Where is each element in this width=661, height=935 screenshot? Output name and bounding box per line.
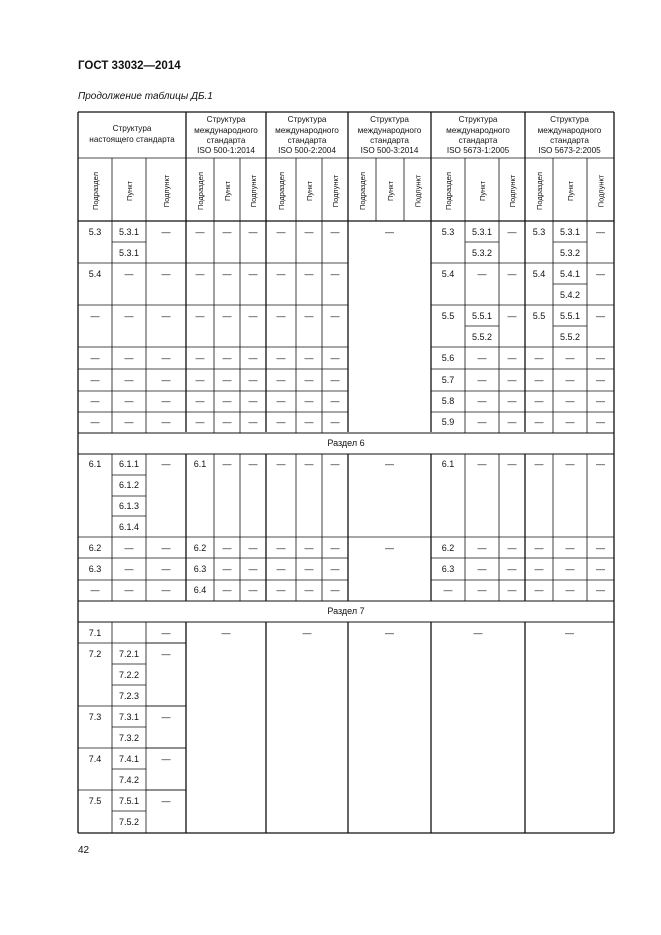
- table-cell: 6.2: [441, 543, 455, 553]
- column-sub-header: Подраздел: [444, 172, 453, 210]
- table-cell: 6.2: [193, 543, 207, 553]
- table-cell: —: [124, 375, 134, 385]
- table-cell: —: [330, 269, 340, 279]
- table-cell: —: [385, 543, 394, 553]
- table-cell: —: [565, 417, 575, 427]
- table-cell: —: [90, 311, 100, 321]
- table-cell: —: [477, 269, 487, 279]
- table-cell: —: [248, 585, 258, 595]
- table-cell: —: [477, 353, 487, 363]
- table-cell: —: [248, 459, 258, 469]
- column-sub-header: Подраздел: [358, 172, 367, 210]
- table-cell: 7.3.2: [118, 733, 140, 743]
- group-header: Структура: [287, 115, 327, 124]
- table-cell: —: [161, 396, 171, 406]
- table-cell: —: [477, 459, 487, 469]
- table-cell: —: [90, 417, 100, 427]
- table-cell: —: [124, 269, 134, 279]
- column-sub-header: Пункт: [478, 180, 487, 202]
- table-cell: —: [276, 417, 286, 427]
- column-sub-header: Подпункт: [162, 174, 171, 208]
- group-header: Структура: [458, 115, 498, 124]
- table-cell: —: [507, 227, 517, 237]
- group-header: Структура: [206, 115, 246, 124]
- table-cell: —: [507, 543, 517, 553]
- table-cell: —: [124, 564, 134, 574]
- column-sub-header: Пункт: [223, 180, 232, 202]
- table-cell: —: [276, 585, 286, 595]
- group-header: стандарта: [287, 136, 327, 145]
- table-cell: —: [534, 459, 544, 469]
- table-cell: —: [385, 459, 394, 469]
- table-cell: —: [534, 417, 544, 427]
- table-cell: 6.4: [193, 585, 207, 595]
- table-cell: —: [507, 353, 517, 363]
- table-cell: —: [195, 353, 205, 363]
- table-cell: —: [124, 585, 134, 595]
- table-cell: —: [195, 311, 205, 321]
- table-cell: —: [222, 396, 232, 406]
- table-cell: 7.2.3: [118, 691, 140, 701]
- table-cell: 7.4: [88, 754, 102, 764]
- table-cell: 5.8: [441, 396, 455, 406]
- table-cell: 5.3.1: [471, 227, 493, 237]
- column-sub-header: Пункт: [386, 180, 395, 202]
- table-cell: —: [534, 353, 544, 363]
- table-cell: —: [276, 375, 286, 385]
- column-sub-header: Подраздел: [196, 172, 205, 210]
- group-header: ISO 500-1:2014: [197, 146, 255, 155]
- table-cell: —: [330, 564, 340, 574]
- table-cell: —: [276, 564, 286, 574]
- table-cell: 6.1: [193, 459, 207, 469]
- table-cell: —: [124, 396, 134, 406]
- table-cell: —: [248, 564, 258, 574]
- table-cell: 7.1: [88, 628, 102, 638]
- table-cell: —: [507, 375, 517, 385]
- table-cell: 7.2.1: [118, 649, 140, 659]
- table-cell: 6.3: [88, 564, 102, 574]
- table-cell: —: [248, 269, 258, 279]
- table-cell: —: [302, 628, 312, 638]
- table-cell: —: [161, 628, 171, 638]
- section-label: Раздел 7: [327, 606, 365, 616]
- table-cell: —: [161, 417, 171, 427]
- table-cell: 6.1.3: [118, 501, 140, 511]
- column-sub-header: Пункт: [566, 180, 575, 202]
- table-cell: 5.4.1: [559, 269, 581, 279]
- table-cell: 7.2.2: [118, 670, 140, 680]
- table-cell: —: [565, 585, 575, 595]
- table-cell: —: [596, 353, 605, 363]
- table-cell: —: [248, 353, 258, 363]
- group-header: ISO 5673-2:2005: [538, 146, 601, 155]
- table-cell: 6.1: [88, 459, 102, 469]
- group-header: Структура: [550, 115, 589, 124]
- table-cell: —: [596, 396, 605, 406]
- table-cell: 6.1.2: [118, 480, 140, 490]
- group-header: стандарта: [458, 136, 498, 145]
- table-cell: —: [195, 396, 205, 406]
- column-sub-header: Подраздел: [277, 172, 286, 210]
- table-cell: —: [565, 543, 575, 553]
- table-cell: —: [596, 269, 605, 279]
- table-cell: —: [161, 375, 171, 385]
- table-cell: —: [276, 227, 286, 237]
- column-sub-header: Подпункт: [331, 174, 340, 208]
- table-cell: —: [596, 417, 605, 427]
- column-sub-header: Подпункт: [413, 174, 423, 208]
- table-cell: —: [90, 585, 100, 595]
- table-cell: —: [534, 375, 544, 385]
- table-cell: —: [161, 543, 171, 553]
- table-cell: —: [304, 459, 314, 469]
- table-cell: 5.3.1: [118, 227, 140, 237]
- table-cell: —: [596, 585, 605, 595]
- table-cell: —: [195, 269, 205, 279]
- group-header: ISO 5673-1:2005: [446, 146, 510, 155]
- table-cell: —: [507, 396, 517, 406]
- table-cell: —: [507, 564, 517, 574]
- group-header: стандарта: [370, 136, 409, 145]
- table-cell: —: [222, 459, 232, 469]
- table-cell: 5.4: [532, 269, 546, 279]
- table-cell: —: [507, 459, 517, 469]
- table-cell: —: [161, 754, 171, 764]
- table-cell: 7.2: [88, 649, 102, 659]
- table-cell: —: [222, 564, 232, 574]
- table-cell: —: [222, 227, 232, 237]
- table-cell: —: [596, 564, 605, 574]
- table-cell: 5.3: [441, 227, 455, 237]
- table-cell: 7.4.1: [118, 754, 140, 764]
- group-header: настоящего стандарта: [89, 135, 175, 144]
- table-cell: —: [276, 269, 286, 279]
- table-cell: 5.5.2: [559, 332, 581, 342]
- table-cell: —: [124, 543, 134, 553]
- table-cell: 5.5.1: [471, 311, 493, 321]
- table-cell: —: [477, 585, 487, 595]
- table-cell: —: [477, 396, 487, 406]
- table-cell: —: [276, 311, 286, 321]
- table-cell: —: [222, 375, 232, 385]
- table-cell: —: [222, 311, 232, 321]
- table-cell: 5.3.1: [118, 248, 140, 258]
- table-cell: —: [161, 269, 171, 279]
- table-cell: —: [276, 353, 286, 363]
- table-cell: —: [124, 353, 134, 363]
- table-cell: —: [304, 543, 314, 553]
- table-cell: 5.5.2: [471, 332, 493, 342]
- table-cell: 7.3.1: [118, 712, 140, 722]
- group-header: международного: [275, 126, 339, 135]
- table-cell: —: [596, 311, 605, 321]
- table-cell: —: [477, 417, 487, 427]
- table-cell: —: [304, 227, 314, 237]
- table-cell: —: [477, 564, 487, 574]
- table-cell: —: [596, 375, 605, 385]
- table-cell: —: [473, 628, 483, 638]
- table-cell: —: [596, 543, 605, 553]
- group-header: ISO 500-3:2014: [360, 146, 419, 155]
- table-cell: —: [276, 543, 286, 553]
- table-cell: —: [248, 227, 258, 237]
- table-cell: 5.4: [88, 269, 102, 279]
- table-cell: —: [195, 227, 205, 237]
- document-title: ГОСТ 33032—2014: [78, 60, 181, 72]
- table-cell: —: [565, 375, 575, 385]
- table-cell: —: [304, 353, 314, 363]
- column-sub-header: Подпункт: [249, 174, 258, 208]
- column-sub-header: Пункт: [305, 180, 314, 202]
- table-cell: —: [304, 564, 314, 574]
- table-cell: 5.5: [532, 311, 546, 321]
- table-cell: —: [124, 417, 134, 427]
- column-sub-header: Подраздел: [91, 172, 100, 210]
- table-cell: —: [90, 396, 100, 406]
- table-cell: 6.2: [88, 543, 102, 553]
- column-sub-header: Подраздел: [535, 172, 544, 210]
- column-sub-header: Пункт: [125, 180, 134, 202]
- group-header: стандарта: [206, 136, 246, 145]
- table-cell: —: [248, 375, 258, 385]
- table-cell: 7.5.2: [118, 817, 140, 827]
- table-cell: —: [124, 311, 134, 321]
- table-cell: —: [304, 269, 314, 279]
- table-cell: 7.4.2: [118, 775, 140, 785]
- table-cell: —: [161, 585, 171, 595]
- group-header: международного: [194, 126, 258, 135]
- table-cell: —: [304, 396, 314, 406]
- table-cell: —: [477, 375, 487, 385]
- table-cell: 5.7: [441, 375, 455, 385]
- table-cell: 6.1.4: [118, 522, 140, 532]
- table-cell: —: [330, 227, 340, 237]
- table-cell: —: [534, 396, 544, 406]
- table-cell: —: [195, 417, 205, 427]
- table-cell: —: [565, 396, 575, 406]
- group-header: Структура: [370, 115, 409, 124]
- table-cell: 5.3.2: [471, 248, 493, 258]
- table-cell: —: [304, 375, 314, 385]
- table-cell: 5.9: [441, 417, 455, 427]
- table-cell: —: [330, 585, 340, 595]
- table-cell: —: [477, 543, 487, 553]
- table-cell: —: [304, 585, 314, 595]
- group-header: ISO 500-2:2004: [278, 146, 336, 155]
- table-cell: —: [222, 353, 232, 363]
- column-sub-header: Подпункт: [508, 174, 517, 208]
- table-cell: 7.5: [88, 796, 102, 806]
- table-cell: —: [161, 353, 171, 363]
- table-cell: 6.1: [441, 459, 455, 469]
- column-sub-header: Подпункт: [596, 174, 606, 208]
- table-cell: —: [248, 417, 258, 427]
- table-cell: —: [161, 459, 171, 469]
- table-cell: —: [161, 649, 171, 659]
- group-header: международного: [357, 126, 422, 135]
- table-caption: Продолжение таблицы ДБ.1: [78, 91, 213, 102]
- table-cell: —: [565, 564, 575, 574]
- table-cell: —: [276, 396, 286, 406]
- table-cell: —: [507, 269, 517, 279]
- table-cell: —: [385, 227, 394, 237]
- table-cell: —: [565, 353, 575, 363]
- table-cell: —: [161, 311, 171, 321]
- table-cell: —: [330, 353, 340, 363]
- table-cell: 6.3: [441, 564, 455, 574]
- table-cell: —: [507, 311, 517, 321]
- table-cell: —: [248, 543, 258, 553]
- table-cell: 5.5.1: [559, 311, 581, 321]
- table-cell: 5.4.2: [559, 290, 581, 300]
- table-cell: —: [161, 796, 171, 806]
- table-cell: —: [330, 311, 340, 321]
- table-cell: 6.3: [193, 564, 207, 574]
- table-cell: —: [534, 585, 544, 595]
- table-cell: —: [222, 585, 232, 595]
- table-cell: 7.3: [88, 712, 102, 722]
- table-cell: —: [195, 375, 205, 385]
- table-cell: —: [330, 396, 340, 406]
- table-cell: —: [330, 417, 340, 427]
- table-cell: —: [330, 459, 340, 469]
- table-cell: 6.1.1: [118, 459, 140, 469]
- table-cell: —: [222, 543, 232, 553]
- table-cell: —: [443, 585, 453, 595]
- table-cell: 5.3: [532, 227, 546, 237]
- table-cell: 5.3.2: [559, 248, 581, 258]
- group-header: Структура: [112, 124, 152, 133]
- table-cell: —: [534, 543, 544, 553]
- table-cell: 5.5: [441, 311, 455, 321]
- table-cell: 5.6: [441, 353, 455, 363]
- table-cell: —: [161, 564, 171, 574]
- table-cell: —: [161, 712, 171, 722]
- table-cell: —: [90, 375, 100, 385]
- table-cell: 5.4: [441, 269, 455, 279]
- table-cell: —: [221, 628, 231, 638]
- table-cell: —: [596, 459, 605, 469]
- table-cell: 5.3: [88, 227, 102, 237]
- section-label: Раздел 6: [327, 438, 365, 448]
- table-cell: 7.5.1: [118, 796, 140, 806]
- table-cell: 5.3.1: [559, 227, 581, 237]
- table-cell: —: [90, 353, 100, 363]
- table-cell: —: [222, 269, 232, 279]
- table-cell: —: [565, 459, 575, 469]
- group-header: международного: [537, 126, 602, 135]
- table-cell: —: [565, 628, 574, 638]
- table-cell: —: [596, 227, 605, 237]
- table-cell: —: [304, 417, 314, 427]
- table-cell: —: [304, 311, 314, 321]
- table-cell: —: [248, 396, 258, 406]
- table-cell: —: [330, 543, 340, 553]
- table-cell: —: [385, 628, 394, 638]
- table-cell: —: [507, 417, 517, 427]
- page-number: 42: [78, 845, 90, 856]
- table-cell: —: [161, 227, 171, 237]
- table-cell: —: [534, 564, 544, 574]
- table-cell: —: [330, 375, 340, 385]
- table-cell: —: [507, 585, 517, 595]
- table-cell: —: [222, 417, 232, 427]
- table-cell: —: [248, 311, 258, 321]
- table-cell: —: [276, 459, 286, 469]
- group-header: стандарта: [550, 136, 589, 145]
- group-header: международного: [446, 126, 510, 135]
